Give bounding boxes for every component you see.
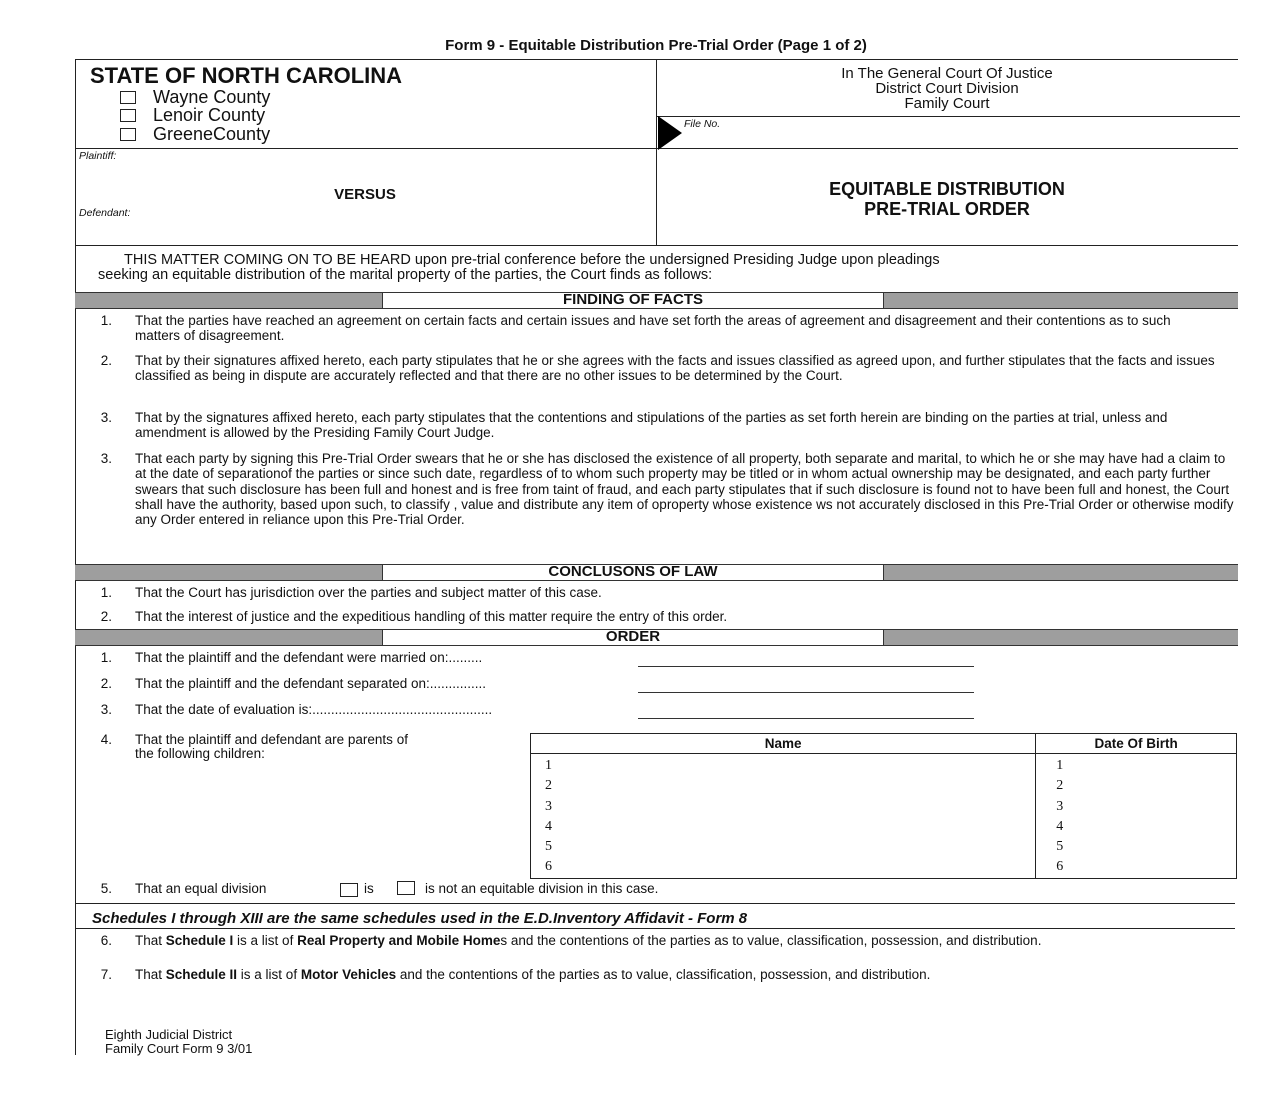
- finding-3-text: That by the signatures affixed hereto, each party stipulates that the contentions and stipulations of the parties as set forth herein are binding on the parties at trial, unless and amendment is allowed by the Presiding Family Court Judge.: [135, 410, 1168, 441]
- schedule-1-b: Schedule I: [165, 933, 234, 948]
- header-bottom: [75, 245, 1238, 246]
- order-2-text: That the plaintiff and the defendant separated on:...............: [135, 676, 486, 691]
- footer-line-2: Family Court Form 9 3/01: [105, 1041, 253, 1056]
- order-1-num: 1.: [100, 650, 112, 665]
- defendant-field[interactable]: [78, 219, 648, 241]
- versus-label: VERSUS: [334, 186, 396, 203]
- order-heading: ORDER: [382, 629, 884, 646]
- separated-date-field[interactable]: [638, 692, 974, 693]
- order-5-num: 5.: [100, 881, 112, 896]
- division-is-not-checkbox[interactable]: [397, 881, 415, 895]
- dob-row-3: 3: [1056, 798, 1064, 814]
- court-line-3: Family Court: [904, 95, 990, 112]
- state-title: STATE OF NORTH CAROLINA: [90, 63, 403, 88]
- children-text-1: That the plaintiff and defendant are parents of: [135, 732, 408, 747]
- plaintiff-label: Plaintiff:: [79, 150, 117, 162]
- schedule-2-c: is a list of: [237, 967, 301, 982]
- order-1-text: That the plaintiff and the defendant were married on:.........: [135, 650, 483, 665]
- schedule-1-d: Real Property and Mobile Home: [297, 933, 501, 948]
- order-7-num: 7.: [100, 967, 112, 982]
- division-text-2: is not an equitable division in this case.: [425, 881, 659, 896]
- finding-2-num: 2.: [100, 353, 112, 368]
- schedules-bottom-rule: [75, 928, 1235, 929]
- finding-4-text: That each party by signing this Pre-Trial Order swears that he or she has disclosed the existence of all property, both separate and marital, to which he or she may have had a claim to at the date of separationof the parties or since such date, regardless of to whom such property may be titled or in whom actual ownership may be designated, and each party further swears that such disclosure has been full and honest and is free from taint of fraud, and each party stipulates that if such disclosure is found not to have been full and honest, the Court shall have the authority, based upon such, to classify , value and distribute any item of oproperty whose existence ws not accurately disclosed in this Pre-Trial Order or otherwise modify any Order entered in reliance upon this Pre-Trial Order.: [135, 451, 1234, 528]
- order-3-text: That the date of evaluation is:................................................: [135, 702, 493, 717]
- schedule-2-d: Motor Vehicles: [300, 967, 397, 982]
- wayne-county-label: Wayne County: [153, 87, 271, 107]
- greene-county-checkbox[interactable]: [120, 128, 136, 141]
- children-table: [530, 733, 1237, 879]
- order-4-num: 4.: [100, 732, 112, 747]
- order-6-num: 6.: [100, 933, 112, 948]
- defendant-label: Defendant:: [79, 207, 131, 219]
- schedule-2-a: That: [135, 967, 166, 982]
- dob-row-4: 4: [1056, 818, 1064, 834]
- finding-3-num: 3.: [100, 410, 112, 425]
- dob-column-header: Date Of Birth: [1036, 734, 1237, 754]
- footer-line-1: Eighth Judicial District: [105, 1027, 233, 1042]
- findings-heading: FINDING OF FACTS: [382, 292, 884, 309]
- order-3-num: 3.: [100, 702, 112, 717]
- schedule-2-text: [135, 967, 1175, 984]
- dob-cell[interactable]: [1036, 754, 1237, 879]
- finding-2-text: That by their signatures affixed hereto, each party stipulates that he or she agrees with the facts and issues classified as agreed upon, and further stipulates that the facts and issues classified as being in dispute are accurately reflected and that there are no other issues to be determined by the Court.: [135, 353, 1215, 384]
- file-no-label: File No.: [684, 118, 721, 130]
- schedule-1-c: is a list of: [233, 933, 298, 948]
- division-is-label: is: [364, 881, 374, 896]
- schedule-1-e: s and the contentions of the parties as to value, classification, possession, and distribution.: [500, 933, 1042, 948]
- frame-left: [75, 59, 76, 246]
- court-line-2: District Court Division: [875, 80, 1019, 97]
- wayne-county-checkbox[interactable]: [120, 91, 136, 104]
- frame-left-lower: [75, 245, 76, 1055]
- child-row-5: 5: [545, 839, 552, 855]
- finding-4-num: 3.: [100, 451, 112, 466]
- file-no-arrow-icon: [658, 116, 682, 150]
- form-title: Form 9 - Equitable Distribution Pre-Trial Order (Page 1 of 2): [445, 37, 867, 54]
- schedule-2-b: Schedule II: [165, 967, 238, 982]
- lenoir-county-checkbox[interactable]: [120, 109, 136, 122]
- children-text-2: the following children:: [135, 746, 265, 761]
- child-row-1: 1: [545, 758, 552, 773]
- doc-title-line-1: EQUITABLE DISTRIBUTION: [829, 179, 1065, 199]
- schedule-2-e: and the contentions of the parties as to value, classification, possession, and distribution.: [396, 967, 931, 982]
- schedule-1-a: That: [135, 933, 166, 948]
- conclusion-2-text: That the interest of justice and the expeditious handling of this matter require the entry of this order.: [135, 609, 728, 624]
- intro-line-1: THIS MATTER COMING ON TO BE HEARD upon pre-trial conference before the undersigned Presiding Judge upon pleadings: [124, 252, 940, 268]
- conclusion-2-num: 2.: [100, 609, 112, 624]
- child-row-2: 2: [545, 778, 552, 794]
- dob-row-2: 2: [1056, 778, 1064, 794]
- division-text-1: That an equal division: [135, 881, 267, 896]
- division-is-checkbox[interactable]: [340, 883, 358, 897]
- name-column-header: Name: [531, 734, 1036, 754]
- conclusion-1-num: 1.: [100, 585, 112, 600]
- finding-1-num: 1.: [100, 313, 112, 328]
- dob-row-5: 5: [1056, 839, 1064, 855]
- file-no-field[interactable]: [740, 118, 1235, 146]
- conclusion-1-text: That the Court has jurisdiction over the parties and subject matter of this case.: [135, 585, 602, 600]
- dob-row-6: 6: [1056, 859, 1064, 875]
- child-row-6: 6: [545, 859, 552, 875]
- greene-county-label: GreeneCounty: [153, 124, 271, 144]
- schedules-top-rule: [75, 903, 1235, 904]
- plaintiff-field[interactable]: [78, 162, 648, 184]
- order-2-num: 2.: [100, 676, 112, 691]
- conclusions-heading: CONCLUSONS OF LAW: [382, 564, 884, 581]
- file-no-line: [656, 116, 1240, 117]
- lenoir-county-label: Lenoir County: [153, 105, 266, 125]
- schedules-note: Schedules I through XIII are the same schedules used in the E.D.Inventory Affidavit - Form 8: [92, 910, 748, 927]
- court-line-1: In The General Court Of Justice: [841, 65, 1053, 82]
- child-row-3: 3: [545, 798, 552, 814]
- doc-title-line-2: PRE-TRIAL ORDER: [864, 199, 1030, 219]
- dob-row-1: 1: [1056, 758, 1064, 773]
- married-date-field[interactable]: [638, 666, 974, 667]
- row-divider: [75, 148, 1238, 149]
- names-cell[interactable]: [531, 754, 1036, 879]
- finding-1-text: That the parties have reached an agreement on certain facts and certain issues and have set forth the areas of agreement and disagreement and their contentions as to such matters of disagreement.: [135, 313, 1171, 344]
- evaluation-date-field[interactable]: [638, 718, 974, 719]
- child-row-4: 4: [545, 818, 552, 834]
- intro-line-2: seeking an equitable distribution of the marital property of the parties, the Court finds as follows:: [98, 267, 713, 283]
- schedule-1-text: [135, 933, 1175, 950]
